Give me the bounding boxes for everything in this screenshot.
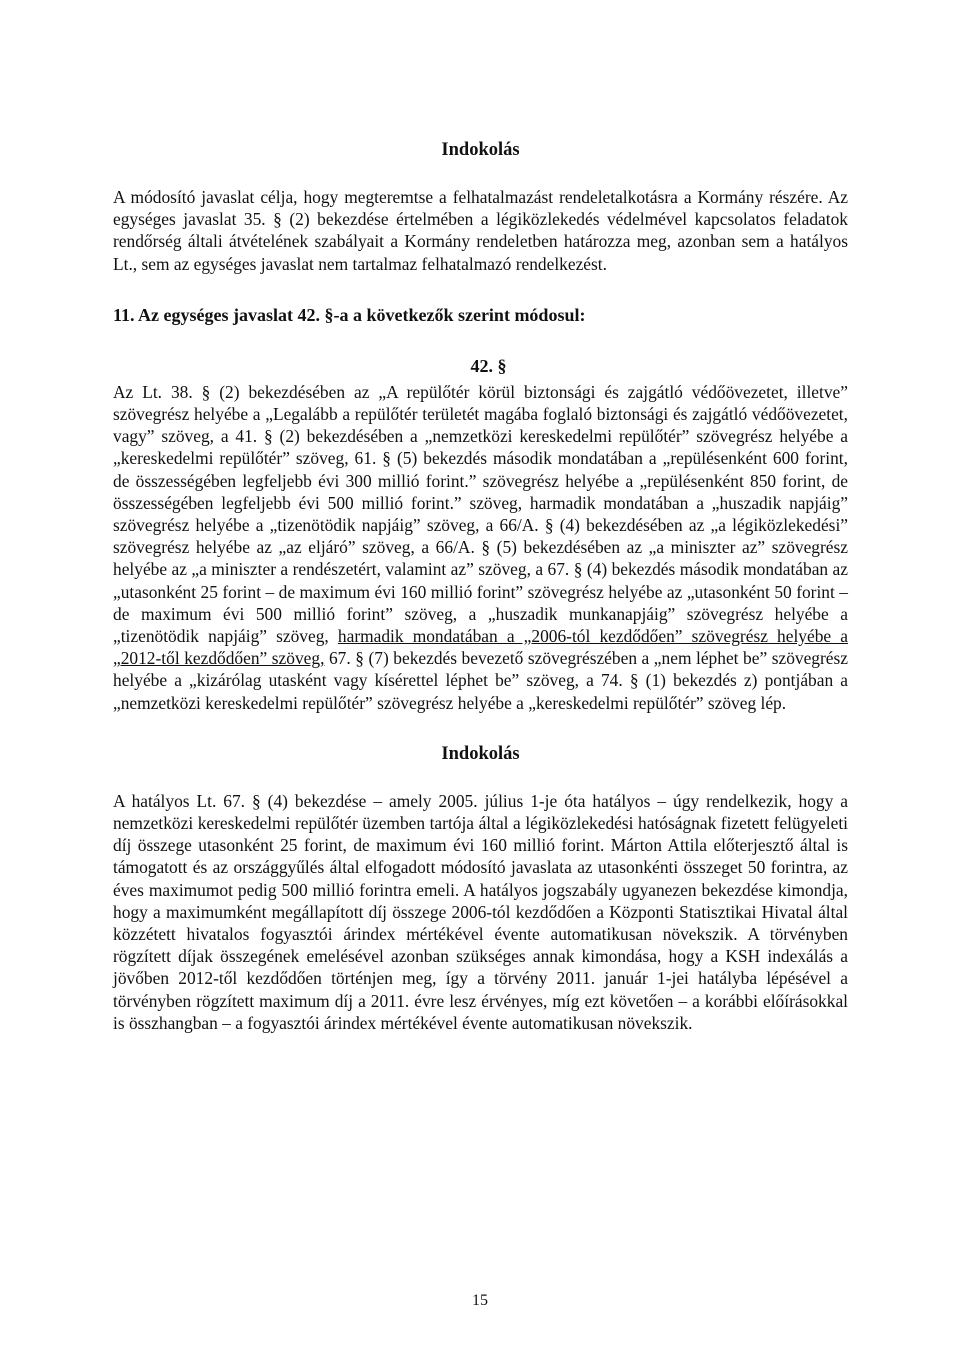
amendment-text-part-2: 67. § (7) bekezdés bevezető szövegrészében a „nem léphet be” szövegrész helyébe a „kizárólag utasként vagy kísérettel léphet be” szöveg, a 74. § (1) bekezdés z) pontjában a „nemzetközi kereskedelmi repülőtér” szövegrész helyébe a „kereskedelmi repülőtér” szöveg lép. [113, 648, 849, 713]
section-heading-indokolas-2: Indokolás [441, 743, 520, 764]
justification-paragraph-2: A hatályos Lt. 67. § (4) bekezdése – amely 2005. július 1-je óta hatályos – úgy rendelkezik, hogy a nemzetközi kereskedelmi repülőtér üzemben tartója által a légiközlekedési hatóságnak fizetett felügyeleti díj összege utasonként 25 forint, de maximum évi 160 millió forint. Márton Attila előterjesztő által is támogatott és az országgyűlés által elfogadott módosító javaslata az utasonkénti összeget 50 forintra, az éves maximumot pedig 500 millió forintra emeli. A hatályos jogszabály ugyanezen bekezdése kimondja, hogy a maximumként megállapított díj összege 2006-tól kezdődően a Központi Statisztikai Hivatal által közzétett hivatalos fogyasztói árindex mértékével évente automatikusan növekszik. A törvényben rögzített díjak összegének emelésével azonban szükséges annak kimondása, hogy a KSH indexálás a jövőben 2012-től kezdődően történjen meg, így a törvény 2011. január 1-jei hatályba lépésével a törvényben rögzített maximum díj a 2011. évre lesz érvényes, míg ezt követően – a korábbi előírásokkal is összhangban – a fogyasztói árindex mértékével évente automatikusan növekszik. [113, 790, 848, 1033]
section-heading-indokolas-1: Indokolás [441, 140, 520, 160]
justification-paragraph-1: A módosító javaslat célja, hogy megteremtse a felhatalmazást rendeletalkotásra a Kormány részére. Az egységes javaslat 35. § (2) bekezdése értelmében a légiközlekedés védelmével kapcsolatos feladatok rendőrség általi átvételének szabályait a Kormány rendeletben határozza meg, azonban sem a hatályos Lt., sem az egységes javaslat nem tartalmaz felhatalmazó rendelkezést. [113, 187, 848, 274]
amendment-paragraph [113, 381, 848, 714]
section-number: 42. § [470, 355, 507, 376]
amendment-text-part-1: Az Lt. 38. § (2) bekezdésében az „A repülőtér körül biztonsági és zajgátló védőövezetet, illetve” szövegrész helyébe a „Legalább a repülőtér területét magába foglaló biztonsági és zajgátló védőövezetet, vagy” szöveg, a 41. § (2) bekezdésében a „nemzetközi kereskedelmi repülőtér” szövegrész helyébe a „kereskedelmi repülőtér” szöveg, 61. § (5) bekezdés második mondatában a „repülésenként 600 forint, de összességében legfeljebb évi 300 millió forint.” szövegrész helyébe a „repülésenként 850 forint, de összességében legfeljebb évi 500 millió forint.” szöveg, harmadik mondatában a „huszadik napjáig” szövegrész helyébe a „tizenötödik napjáig” szöveg, a 66/A. § (4) bekezdésében az „a légiközlekedési” szövegrész helyébe az „az eljáró” szöveg, a 66/A. § (5) bekezdésében az „a miniszter az” szövegrész helyébe az „a miniszter a rendészetért, valamint az” szöveg, a 67. § (4) bekezdés második mondatában az „utasonként 25 forint – de maximum évi 160 millió forint” szövegrész helyébe az „utasonként 50 forint – de maximum évi 500 millió forint” szöveg, a „huszadik munkanapjáig” szövegrész helyébe a „tizenötödik napjáig” szöveg, [113, 381, 848, 647]
page-number: 15 [472, 1292, 488, 1309]
amendment-title: 11. Az egységes javaslat 42. §-a a következők szerint módosul: [113, 304, 586, 325]
amendment-text-underlined: harmadik mondatában a „2006-tól kezdődően” szövegrész helyébe a „2012-től kezdődően” szöveg, [113, 626, 848, 669]
document-page [113, 138, 848, 1034]
